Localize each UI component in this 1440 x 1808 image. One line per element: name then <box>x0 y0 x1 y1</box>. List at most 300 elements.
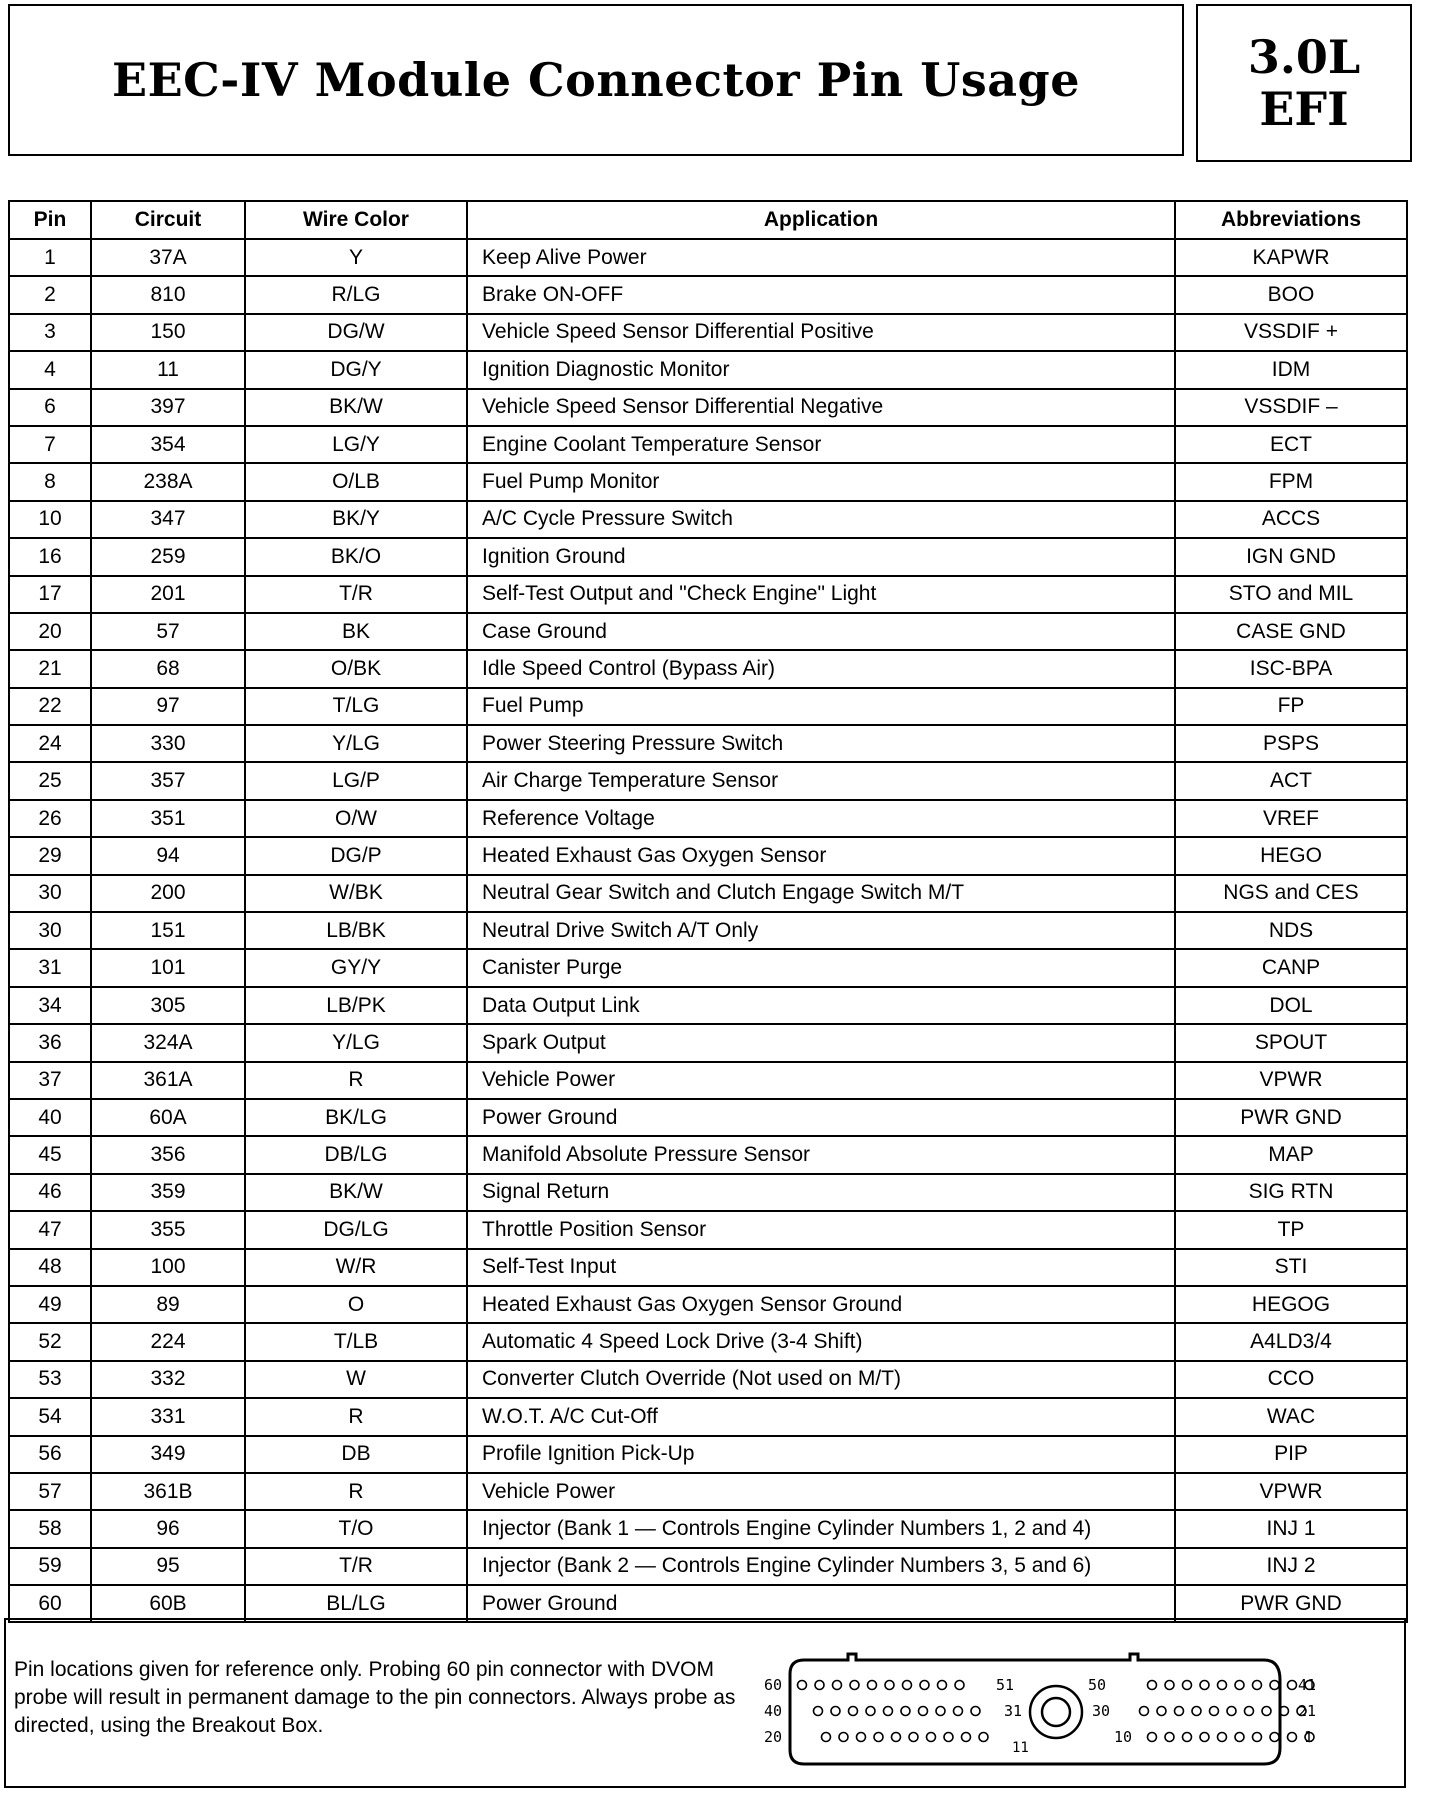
circuit-cell: 201 <box>91 576 245 613</box>
col-header-circuit: Circuit <box>91 201 245 239</box>
pin-hole <box>885 1681 894 1690</box>
pin-cell: 40 <box>9 1099 91 1136</box>
abbreviation-cell: VSSDIF – <box>1175 389 1407 426</box>
application-cell: Reference Voltage <box>467 800 1175 837</box>
col-header-application: Application <box>467 201 1175 239</box>
wire-color-cell: R <box>245 1062 467 1099</box>
label-pin-20: 20 <box>764 1728 783 1746</box>
label-pin-41: 41 <box>1298 1676 1317 1694</box>
wire-color-cell: R/LG <box>245 276 467 313</box>
wire-color-cell: DG/Y <box>245 351 467 388</box>
pin-hole <box>962 1733 971 1742</box>
wire-color-cell: DB <box>245 1436 467 1473</box>
pin-hole <box>1218 1681 1227 1690</box>
label-pin-31: 31 <box>1004 1702 1023 1720</box>
circuit-cell: 361A <box>91 1062 245 1099</box>
circuit-cell: 97 <box>91 688 245 725</box>
pin-cell: 2 <box>9 276 91 313</box>
pin-cell: 29 <box>9 837 91 874</box>
abbreviation-cell: SPOUT <box>1175 1024 1407 1061</box>
circuit-cell: 151 <box>91 912 245 949</box>
pin-hole <box>901 1707 910 1716</box>
application-cell: Injector (Bank 1 — Controls Engine Cylinder Numbers 1, 2 and 4) <box>467 1510 1175 1547</box>
application-cell: Canister Purge <box>467 949 1175 986</box>
abbreviation-cell: MAP <box>1175 1136 1407 1173</box>
pin-hole <box>850 1681 859 1690</box>
application-cell: Ignition Ground <box>467 538 1175 575</box>
circuit-cell: 57 <box>91 613 245 650</box>
circuit-cell: 259 <box>91 538 245 575</box>
circuit-cell: 60B <box>91 1585 245 1622</box>
pin-cell: 16 <box>9 538 91 575</box>
abbreviation-cell: PIP <box>1175 1436 1407 1473</box>
pin-hole <box>1175 1707 1184 1716</box>
abbreviation-cell: VPWR <box>1175 1473 1407 1510</box>
wire-color-cell: LB/PK <box>245 987 467 1024</box>
circuit-cell: 224 <box>91 1323 245 1360</box>
abbreviation-cell: PSPS <box>1175 725 1407 762</box>
abbreviation-cell: SIG RTN <box>1175 1174 1407 1211</box>
pin-hole <box>874 1733 883 1742</box>
pin-hole <box>927 1733 936 1742</box>
circuit-cell: 150 <box>91 314 245 351</box>
application-cell: Spark Output <box>467 1024 1175 1061</box>
pin-cell: 7 <box>9 426 91 463</box>
pin-hole <box>936 1707 945 1716</box>
connector-diagram <box>758 1640 1358 1780</box>
col-header-abbreviations: Abbreviations <box>1175 201 1407 239</box>
circuit-cell: 331 <box>91 1398 245 1435</box>
application-cell: Throttle Position Sensor <box>467 1211 1175 1248</box>
pin-hole <box>1270 1681 1279 1690</box>
application-cell: Data Output Link <box>467 987 1175 1024</box>
wire-color-cell: T/LG <box>245 688 467 725</box>
wire-color-cell: DB/LG <box>245 1136 467 1173</box>
connector-outline <box>790 1654 1280 1764</box>
application-cell: Neutral Gear Switch and Clutch Engage Switch M/T <box>467 875 1175 912</box>
application-cell: Engine Coolant Temperature Sensor <box>467 426 1175 463</box>
application-cell: Fuel Pump <box>467 688 1175 725</box>
application-cell: Vehicle Speed Sensor Differential Negative <box>467 389 1175 426</box>
pin-hole <box>815 1681 824 1690</box>
circuit-cell: 100 <box>91 1249 245 1286</box>
circuit-cell: 330 <box>91 725 245 762</box>
table-row <box>9 314 1407 351</box>
abbreviation-cell: CANP <box>1175 949 1407 986</box>
circuit-cell: 94 <box>91 837 245 874</box>
label-pin-30: 30 <box>1092 1702 1111 1720</box>
table-row <box>9 426 1407 463</box>
abbreviation-cell: PWR GND <box>1175 1099 1407 1136</box>
table-row <box>9 613 1407 650</box>
pin-hole <box>822 1733 831 1742</box>
pin-cell: 46 <box>9 1174 91 1211</box>
pin-cell: 45 <box>9 1136 91 1173</box>
table-row <box>9 875 1407 912</box>
pin-hole <box>1245 1707 1254 1716</box>
page-title: EEC-IV Module Connector Pin Usage <box>112 53 1080 107</box>
pin-cell: 49 <box>9 1286 91 1323</box>
application-cell: Heated Exhaust Gas Oxygen Sensor Ground <box>467 1286 1175 1323</box>
pin-hole <box>866 1707 875 1716</box>
pin-cell: 36 <box>9 1024 91 1061</box>
table-row <box>9 688 1407 725</box>
abbreviation-cell: WAC <box>1175 1398 1407 1435</box>
pin-hole <box>944 1733 953 1742</box>
pin-hole <box>1183 1733 1192 1742</box>
label-pin-51: 51 <box>996 1676 1015 1694</box>
abbreviation-cell: VPWR <box>1175 1062 1407 1099</box>
application-cell: Vehicle Power <box>467 1062 1175 1099</box>
abbreviation-cell: ACCS <box>1175 501 1407 538</box>
table-row <box>9 576 1407 613</box>
table-row <box>9 1548 1407 1585</box>
pin-hole <box>955 1681 964 1690</box>
table-row <box>9 1510 1407 1547</box>
abbreviation-cell: ACT <box>1175 762 1407 799</box>
circuit-cell: 95 <box>91 1548 245 1585</box>
abbreviation-cell: INJ 2 <box>1175 1548 1407 1585</box>
application-cell: Idle Speed Control (Bypass Air) <box>467 650 1175 687</box>
pin-hole <box>1183 1681 1192 1690</box>
circuit-cell: 357 <box>91 762 245 799</box>
label-pin-10: 10 <box>1114 1728 1133 1746</box>
table-row <box>9 1062 1407 1099</box>
circuit-cell: 356 <box>91 1136 245 1173</box>
pin-cell: 37 <box>9 1062 91 1099</box>
pin-hole <box>831 1707 840 1716</box>
circuit-cell: 200 <box>91 875 245 912</box>
circuit-cell: 37A <box>91 239 245 276</box>
table-row <box>9 987 1407 1024</box>
wire-color-cell: W/BK <box>245 875 467 912</box>
pin-hole <box>798 1681 807 1690</box>
abbreviation-cell: IDM <box>1175 351 1407 388</box>
application-cell: Keep Alive Power <box>467 239 1175 276</box>
application-cell: Automatic 4 Speed Lock Drive (3-4 Shift) <box>467 1323 1175 1360</box>
wire-color-cell: Y/LG <box>245 1024 467 1061</box>
pin-hole <box>1235 1681 1244 1690</box>
abbreviation-cell: NGS and CES <box>1175 875 1407 912</box>
circuit-cell: 354 <box>91 426 245 463</box>
application-cell: Signal Return <box>467 1174 1175 1211</box>
table-row <box>9 1099 1407 1136</box>
table-row <box>9 501 1407 538</box>
table-header-row <box>9 201 1407 239</box>
table-row <box>9 1024 1407 1061</box>
abbreviation-cell: CCO <box>1175 1361 1407 1398</box>
abbreviation-cell: CASE GND <box>1175 613 1407 650</box>
table-row <box>9 1473 1407 1510</box>
table-row <box>9 949 1407 986</box>
table-row <box>9 1286 1407 1323</box>
label-pin-21: 21 <box>1298 1702 1317 1720</box>
pin-holes <box>798 1681 1315 1742</box>
abbreviation-cell: FP <box>1175 688 1407 725</box>
pin-hole <box>857 1733 866 1742</box>
table-row <box>9 912 1407 949</box>
abbreviation-cell: TP <box>1175 1211 1407 1248</box>
application-cell: Converter Clutch Override (Not used on M/T) <box>467 1361 1175 1398</box>
table-row <box>9 463 1407 500</box>
table-row <box>9 239 1407 276</box>
abbreviation-cell: HEGO <box>1175 837 1407 874</box>
pin-cell: 3 <box>9 314 91 351</box>
table-row <box>9 725 1407 762</box>
pin-hole <box>1210 1707 1219 1716</box>
pin-hole <box>1165 1681 1174 1690</box>
abbreviation-cell: INJ 1 <box>1175 1510 1407 1547</box>
pin-cell: 22 <box>9 688 91 725</box>
pin-cell: 57 <box>9 1473 91 1510</box>
abbreviation-cell: STI <box>1175 1249 1407 1286</box>
wire-color-cell: DG/P <box>245 837 467 874</box>
application-cell: Neutral Drive Switch A/T Only <box>467 912 1175 949</box>
circuit-cell: 347 <box>91 501 245 538</box>
wire-color-cell: LG/Y <box>245 426 467 463</box>
application-cell: Fuel Pump Monitor <box>467 463 1175 500</box>
pin-cell: 56 <box>9 1436 91 1473</box>
application-cell: Vehicle Speed Sensor Differential Positive <box>467 314 1175 351</box>
pin-hole <box>954 1707 963 1716</box>
pin-cell: 21 <box>9 650 91 687</box>
table-row <box>9 538 1407 575</box>
application-cell: Profile Ignition Pick-Up <box>467 1436 1175 1473</box>
application-cell: Self-Test Output and "Check Engine" Light <box>467 576 1175 613</box>
pin-hole <box>833 1681 842 1690</box>
abbreviation-cell: HEGOG <box>1175 1286 1407 1323</box>
wire-color-cell: BL/LG <box>245 1585 467 1622</box>
circuit-cell: 361B <box>91 1473 245 1510</box>
pin-cell: 20 <box>9 613 91 650</box>
application-cell: Case Ground <box>467 613 1175 650</box>
pin-hole <box>892 1733 901 1742</box>
circuit-cell: 68 <box>91 650 245 687</box>
pin-hole <box>903 1681 912 1690</box>
probe-warning-note: Pin locations given for reference only. Probing 60 pin connector with DVOM probe will result in permanent damage to the pin connectors. Always probe as directed, using the Breakout Box. <box>14 1658 736 1737</box>
application-cell: Manifold Absolute Pressure Sensor <box>467 1136 1175 1173</box>
pin-hole <box>1253 1681 1262 1690</box>
wire-color-cell: LG/P <box>245 762 467 799</box>
abbreviation-cell: BOO <box>1175 276 1407 313</box>
pin-hole <box>920 1681 929 1690</box>
application-cell: Air Charge Temperature Sensor <box>467 762 1175 799</box>
pin-hole <box>1253 1733 1262 1742</box>
pin-cell: 25 <box>9 762 91 799</box>
footer <box>4 1618 1406 1788</box>
pin-cell: 54 <box>9 1398 91 1435</box>
connector-center-post <box>1042 1698 1070 1726</box>
pin-hole <box>814 1707 823 1716</box>
wire-color-cell: BK/W <box>245 1174 467 1211</box>
circuit-cell: 332 <box>91 1361 245 1398</box>
pin-cell: 34 <box>9 987 91 1024</box>
label-pin-40: 40 <box>764 1702 783 1720</box>
table-row <box>9 1398 1407 1435</box>
pin-cell: 24 <box>9 725 91 762</box>
pin-hole <box>1192 1707 1201 1716</box>
pin-cell: 30 <box>9 912 91 949</box>
circuit-cell: 89 <box>91 1286 245 1323</box>
wire-color-cell: GY/Y <box>245 949 467 986</box>
abbreviation-cell: ECT <box>1175 426 1407 463</box>
wire-color-cell: Y <box>245 239 467 276</box>
application-cell: Power Ground <box>467 1099 1175 1136</box>
pin-cell: 1 <box>9 239 91 276</box>
label-pin-60: 60 <box>764 1676 783 1694</box>
pin-hole <box>1218 1733 1227 1742</box>
col-header-wire-color: Wire Color <box>245 201 467 239</box>
pin-cell: 8 <box>9 463 91 500</box>
wire-color-cell: O <box>245 1286 467 1323</box>
table-row <box>9 1136 1407 1173</box>
application-cell: W.O.T. A/C Cut-Off <box>467 1398 1175 1435</box>
table-row <box>9 800 1407 837</box>
pin-table <box>8 200 1408 1623</box>
pin-hole <box>1262 1707 1271 1716</box>
wire-color-cell: BK/LG <box>245 1099 467 1136</box>
circuit-cell: 349 <box>91 1436 245 1473</box>
application-cell: Ignition Diagnostic Monitor <box>467 351 1175 388</box>
pin-hole <box>839 1733 848 1742</box>
table-row <box>9 1585 1407 1622</box>
wire-color-cell: BK/O <box>245 538 467 575</box>
pin-cell: 52 <box>9 1323 91 1360</box>
circuit-cell: 96 <box>91 1510 245 1547</box>
circuit-cell: 351 <box>91 800 245 837</box>
table-row <box>9 762 1407 799</box>
table-row <box>9 837 1407 874</box>
table-row <box>9 650 1407 687</box>
wire-color-cell: O/BK <box>245 650 467 687</box>
circuit-cell: 305 <box>91 987 245 1024</box>
table-row <box>9 351 1407 388</box>
wire-color-cell: W <box>245 1361 467 1398</box>
abbreviation-cell: NDS <box>1175 912 1407 949</box>
circuit-cell: 324A <box>91 1024 245 1061</box>
pin-hole <box>884 1707 893 1716</box>
wire-color-cell: R <box>245 1473 467 1510</box>
pin-cell: 60 <box>9 1585 91 1622</box>
wire-color-cell: W/R <box>245 1249 467 1286</box>
pin-hole <box>1288 1733 1297 1742</box>
pin-cell: 30 <box>9 875 91 912</box>
circuit-cell: 101 <box>91 949 245 986</box>
pin-cell: 58 <box>9 1510 91 1547</box>
wire-color-cell: O/W <box>245 800 467 837</box>
abbreviation-cell: DOL <box>1175 987 1407 1024</box>
wire-color-cell: DG/W <box>245 314 467 351</box>
wire-color-cell: Y/LG <box>245 725 467 762</box>
table-row <box>9 1249 1407 1286</box>
application-cell: Injector (Bank 2 — Controls Engine Cylinder Numbers 3, 5 and 6) <box>467 1548 1175 1585</box>
pin-hole <box>1148 1681 1157 1690</box>
pin-cell: 17 <box>9 576 91 613</box>
application-cell: Brake ON-OFF <box>467 276 1175 313</box>
wire-color-cell: T/R <box>245 1548 467 1585</box>
pin-cell: 26 <box>9 800 91 837</box>
pin-hole <box>1288 1681 1297 1690</box>
wire-color-cell: DG/LG <box>245 1211 467 1248</box>
pin-cell: 4 <box>9 351 91 388</box>
abbreviation-cell: KAPWR <box>1175 239 1407 276</box>
abbreviation-cell: STO and MIL <box>1175 576 1407 613</box>
table-row <box>9 1174 1407 1211</box>
pin-cell: 53 <box>9 1361 91 1398</box>
engine-box <box>1196 4 1412 162</box>
pin-table-body <box>9 239 1407 1622</box>
table-row <box>9 1361 1407 1398</box>
engine-type: EFI <box>1259 82 1349 136</box>
table-row <box>9 276 1407 313</box>
table-row <box>9 1211 1407 1248</box>
pin-cell: 10 <box>9 501 91 538</box>
pin-cell: 48 <box>9 1249 91 1286</box>
pin-hole <box>938 1681 947 1690</box>
label-pin-11: 11 <box>1012 1740 1029 1756</box>
table-row <box>9 1323 1407 1360</box>
abbreviation-cell: PWR GND <box>1175 1585 1407 1622</box>
pin-hole <box>1235 1733 1244 1742</box>
engine-size: 3.0L <box>1247 30 1361 84</box>
circuit-cell: 397 <box>91 389 245 426</box>
application-cell: Power Steering Pressure Switch <box>467 725 1175 762</box>
circuit-cell: 238A <box>91 463 245 500</box>
pin-hole <box>1200 1733 1209 1742</box>
wire-color-cell: LB/BK <box>245 912 467 949</box>
pin-hole <box>1165 1733 1174 1742</box>
pin-hole <box>1140 1707 1149 1716</box>
label-pin-50: 50 <box>1088 1676 1107 1694</box>
circuit-cell: 11 <box>91 351 245 388</box>
col-header-pin: Pin <box>9 201 91 239</box>
circuit-cell: 355 <box>91 1211 245 1248</box>
circuit-cell: 60A <box>91 1099 245 1136</box>
pin-hole <box>1227 1707 1236 1716</box>
abbreviation-cell: ISC-BPA <box>1175 650 1407 687</box>
application-cell: Vehicle Power <box>467 1473 1175 1510</box>
label-pin-1: 1 <box>1304 1728 1314 1746</box>
abbreviation-cell: VSSDIF + <box>1175 314 1407 351</box>
pin-cell: 6 <box>9 389 91 426</box>
table-row <box>9 1436 1407 1473</box>
circuit-cell: 359 <box>91 1174 245 1211</box>
wire-color-cell: T/R <box>245 576 467 613</box>
pin-hole <box>849 1707 858 1716</box>
pin-table-wrap <box>8 200 1406 1623</box>
wire-color-cell: BK <box>245 613 467 650</box>
pin-hole <box>1200 1681 1209 1690</box>
application-cell: Heated Exhaust Gas Oxygen Sensor <box>467 837 1175 874</box>
wire-color-cell: BK/Y <box>245 501 467 538</box>
pin-hole <box>1148 1733 1157 1742</box>
application-cell: A/C Cycle Pressure Switch <box>467 501 1175 538</box>
abbreviation-cell: VREF <box>1175 800 1407 837</box>
pin-cell: 47 <box>9 1211 91 1248</box>
pin-cell: 31 <box>9 949 91 986</box>
wire-color-cell: BK/W <box>245 389 467 426</box>
pin-hole <box>1157 1707 1166 1716</box>
table-row <box>9 389 1407 426</box>
pin-hole <box>979 1733 988 1742</box>
circuit-cell: 810 <box>91 276 245 313</box>
abbreviation-cell: FPM <box>1175 463 1407 500</box>
application-cell: Power Ground <box>467 1585 1175 1622</box>
wire-color-cell: R <box>245 1398 467 1435</box>
abbreviation-cell: IGN GND <box>1175 538 1407 575</box>
pin-hole <box>1270 1733 1279 1742</box>
abbreviation-cell: A4LD3/4 <box>1175 1323 1407 1360</box>
